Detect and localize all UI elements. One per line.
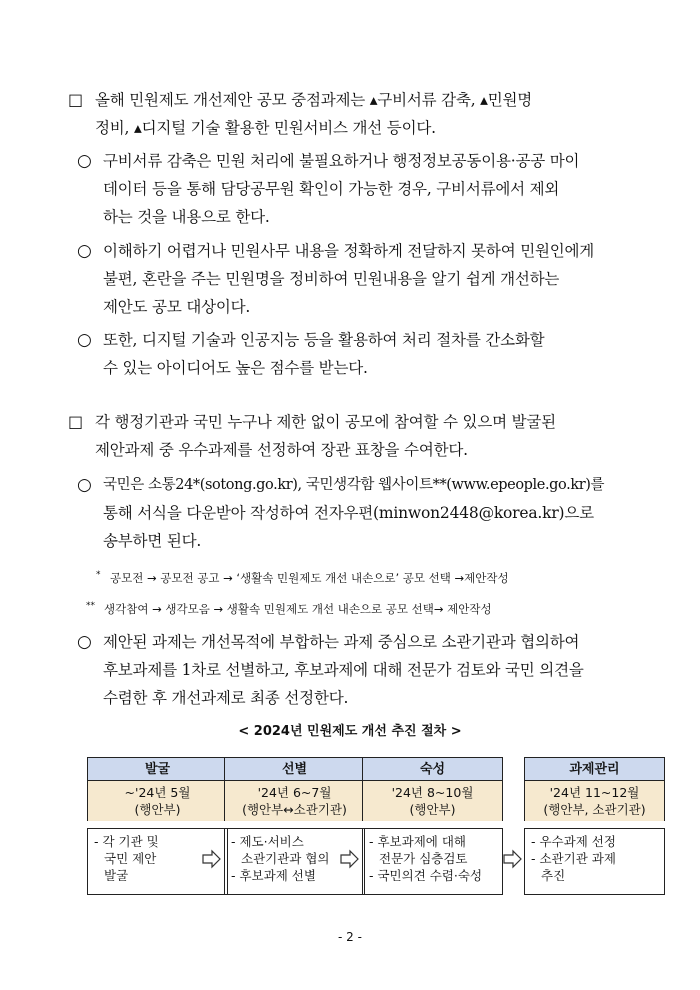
stage-item: 추진 [541, 868, 566, 883]
bullet-line: 후보과제를 1차로 선별하고, 후보과제에 대해 전문가 검토와 국민 의견을 [103, 661, 584, 679]
square-bullet-mark: □ [68, 90, 83, 109]
stage-item: 전문가 심층검토 [379, 851, 468, 866]
bullet-line: 수 있는 아이디어도 높은 점수를 받는다. [103, 359, 368, 377]
stage-item: 국민 제안 [104, 851, 157, 866]
footnote-1 [96, 570, 656, 586]
section1-bullet-2 [77, 237, 657, 321]
stage-header: 과제관리 [524, 757, 665, 781]
stage-item: - 후보과제에 대해 [369, 834, 466, 849]
section1-bullet-1 [77, 147, 657, 231]
stage-header: 발굴 [87, 757, 228, 781]
process-title: < 2024년 민원제도 개선 추진 절차 > [238, 724, 462, 739]
stage-period-org: (행안부) [409, 802, 456, 817]
stage-period [87, 781, 228, 821]
section2-bullet-1 [77, 471, 657, 555]
section2-intro [68, 408, 648, 464]
square-bullet-mark: □ [68, 412, 83, 431]
bullet-line: 송부하면 된다. [103, 532, 202, 550]
footnote-2-text: 생각참여 → 생각모음 → 생활속 민원제도 개선 내손으로 공모 선택→ 제안작성 [104, 602, 492, 616]
footnote-star: * [96, 570, 101, 580]
section2-intro-line2: 제안과제 중 우수과제를 선정하여 장관 표창을 수여한다. [95, 441, 468, 459]
stage-item: - 각 기관 및 [94, 834, 159, 849]
stage-item: - 국민의견 수렴·숙성 [369, 868, 483, 883]
stage-period-date: '24년 8~10월 [391, 785, 474, 800]
bullet-line: 또한, 디지털 기술과 인공지능 등을 활용하여 처리 절차를 간소화할 [103, 331, 545, 349]
section1-intro-line2: 정비, ▴디지털 기술 활용한 민원서비스 개선 등이다. [95, 119, 436, 137]
bullet-line: 제안된 과제는 개선목적에 부합하는 과제 중심으로 소관기관과 협의하여 [103, 633, 580, 651]
circle-bullet-mark: ○ [77, 241, 92, 261]
stage-period [224, 781, 365, 821]
section2-bullet-2 [77, 628, 657, 712]
stage-item: - 제도·서비스 [231, 834, 304, 849]
section1-bullet-3 [77, 326, 657, 382]
bullet-line: 국민은 소통24*(sotong.go.kr), 국민생각함 웹사이트**(www.epeople.go.kr)를 [103, 477, 605, 493]
page-number: - 2 - [338, 930, 362, 944]
arrow-right-icon [340, 849, 360, 869]
circle-bullet-mark: ○ [77, 330, 92, 350]
process-stage-2 [224, 757, 365, 895]
circle-bullet-mark: ○ [77, 475, 92, 495]
footnote-1-text: 공모전 → 공모전 공고 → ‘생활속 민원제도 개선 내손으로’ 공모 선택 →제안작성 [110, 571, 509, 585]
bullet-line: 수렴한 후 개선과제로 최종 선정한다. [103, 689, 349, 707]
stage-period-date: '24년 6~7월 [257, 785, 332, 800]
process-stage-3 [362, 757, 503, 895]
circle-bullet-mark: ○ [77, 632, 92, 652]
stage-period-date: ~'24년 5월 [124, 785, 191, 800]
stage-body [362, 828, 503, 895]
stage-body [524, 828, 665, 895]
bullet-line: 하는 것을 내용으로 한다. [103, 208, 270, 226]
stage-period-org: (행안부, 소관기관) [543, 802, 646, 817]
stage-item: 발굴 [104, 868, 129, 883]
stage-header: 숙성 [362, 757, 503, 781]
section1-intro [68, 86, 648, 142]
bullet-line: 제안도 공모 대상이다. [103, 298, 251, 316]
stage-period-org: (행안부) [134, 802, 181, 817]
bullet-line: 이해하기 어렵거나 민원사무 내용을 정확하게 전달하지 못하여 민원인에게 [103, 242, 595, 260]
bullet-line: 불편, 혼란을 주는 민원명을 정비하여 민원내용을 알기 쉽게 개선하는 [103, 270, 560, 288]
process-stage-4 [524, 757, 665, 895]
stage-header: 선별 [224, 757, 365, 781]
arrow-right-icon [202, 849, 222, 869]
section1-intro-line1: 올해 민원제도 개선제안 공모 중점과제는 ▴구비서류 감축, ▴민원명 [95, 91, 533, 109]
stage-item: - 우수과제 선정 [531, 834, 616, 849]
stage-item: 소관기관과 협의 [241, 851, 330, 866]
stage-period [524, 781, 665, 821]
bullet-line: 구비서류 감축은 민원 처리에 불필요하거나 행정정보공동이용·공공 마이 [103, 152, 580, 170]
bullet-line: 데이터 등을 통해 담당공무원 확인이 가능한 경우, 구비서류에서 제외 [103, 180, 560, 198]
stage-item: - 소관기관 과제 [531, 851, 616, 866]
stage-item: - 후보과제 선별 [231, 868, 316, 883]
footnote-star: ** [86, 601, 95, 611]
arrow-right-icon [503, 849, 523, 869]
footnote-2 [86, 601, 656, 617]
section2-intro-line1: 각 행정기관과 국민 누구나 제한 없이 공모에 참여할 수 있으며 발굴된 [95, 413, 556, 431]
bullet-line: 통해 서식을 다운받아 작성하여 전자우편(minwon2448@korea.kr)으로 [103, 504, 594, 522]
stage-period [362, 781, 503, 821]
stage-period-org: (행안부↔소관기관) [242, 802, 347, 817]
stage-period-date: '24년 11~12월 [549, 785, 640, 800]
process-stage-1 [87, 757, 228, 895]
circle-bullet-mark: ○ [77, 151, 92, 171]
